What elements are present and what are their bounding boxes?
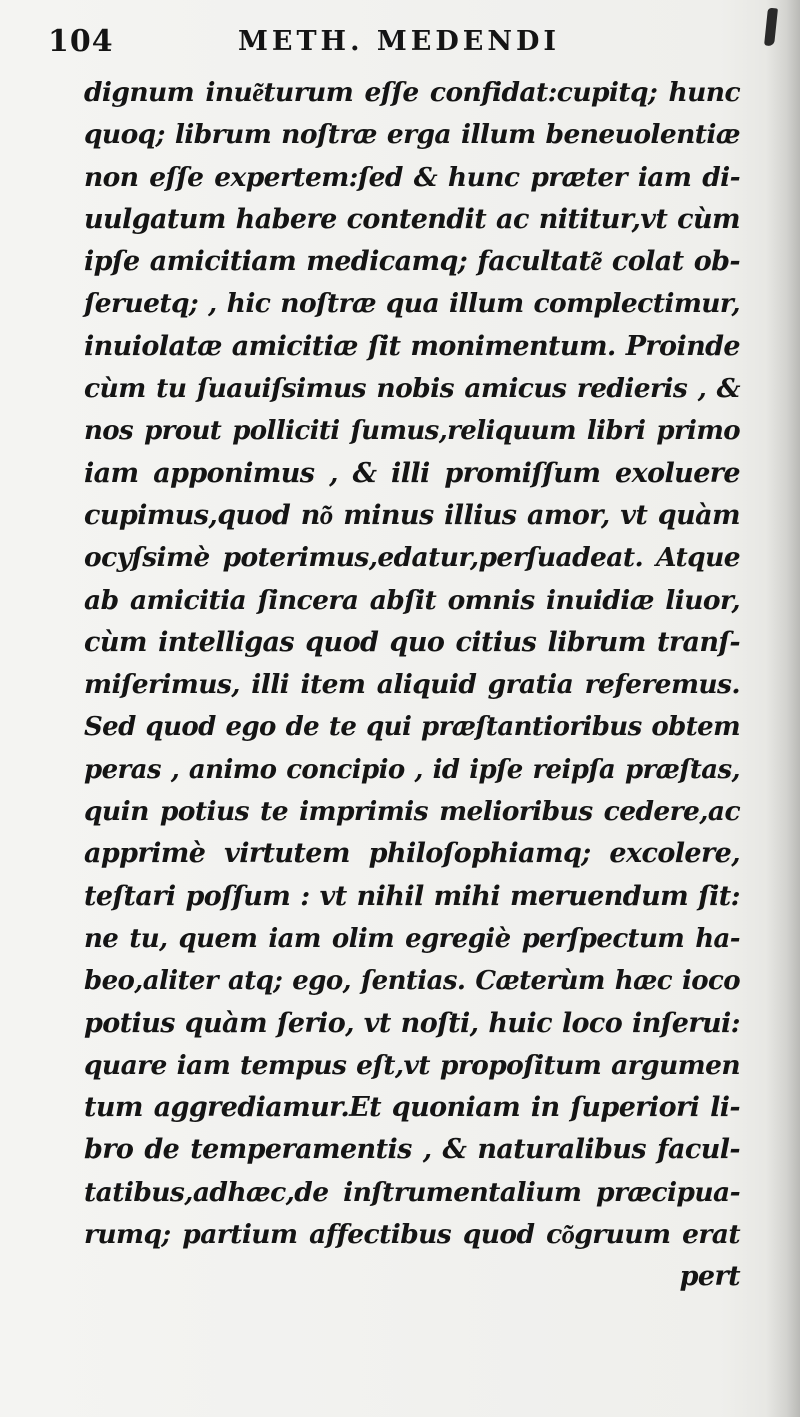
- text-line: teſtari poſſum : vt nihil mihi meruendum ſit:: [84, 880, 740, 912]
- page-edge-shadow: [766, 0, 800, 1417]
- text-line: iam apponimus , & illi promiſſum exoluere: [84, 457, 740, 489]
- text-line: tum aggrediamur.Et quoniam in ſuperiori li-: [84, 1092, 740, 1124]
- text-line: ipſe amicitiam medicamq; facultate͂ colat ob-: [84, 246, 740, 278]
- text-line: beo,aliter atq; ego, ſentias. Cæterùm hæc ioco: [84, 966, 740, 997]
- text-line: inuiolatæ amicitiæ ſit monimentum. Proinde: [84, 330, 740, 362]
- text-line: ocyſsimè poterimus,edatur,perſuadeat. Atque: [84, 542, 740, 574]
- text-line: ne tu, quem iam olim egregiè perſpectum ha-: [84, 923, 740, 954]
- page-number: 104: [48, 24, 114, 59]
- text-line: non eſſe expertem:ſed & hunc præter iam di-: [84, 161, 740, 193]
- text-line: ſeruetq; , hic noſtræ qua illum complectimur,: [84, 288, 740, 320]
- text-line: quin potius te imprimis melioribus cedere,ac: [84, 796, 740, 828]
- body-text: [84, 72, 740, 1299]
- text-line: Sed quod ego de te qui præſtantioribus obtem: [84, 712, 740, 743]
- running-title: METH. MEDENDI: [238, 26, 561, 57]
- text-line: miſerimus, illi item aliquid gratia referemus.: [84, 669, 740, 701]
- text-line: rumq; partium affectibus quod co͂gruum erat: [84, 1219, 740, 1251]
- text-line: peras , animo concipio , id ipſe reipſa præſtas,: [84, 754, 740, 785]
- text-line: apprimè virtutem philoſophiamq; excolere,: [84, 838, 740, 870]
- page-header: [48, 22, 738, 62]
- text-line: quare iam tempus eſt,vt propoſitum argumen: [84, 1049, 740, 1081]
- text-line: cùm tu ſuauiſsimus nobis amicus redieris , &: [84, 373, 740, 405]
- text-line: uulgatum habere contendit ac nititur,vt cùm: [84, 203, 740, 235]
- text-line: tatibus,adhæc,de inſtrumentalium præcipua-: [84, 1176, 740, 1208]
- catchword: pert: [679, 1261, 740, 1293]
- text-line: ab amicitia ſincera abſit omnis inuidiæ liuor,: [84, 584, 740, 616]
- text-line: cùm intelligas quod quo citius librum tranſ-: [84, 626, 740, 658]
- text-line: quoq; librum noſtræ erga illum beneuolentiæ: [84, 119, 740, 151]
- text-line: potius quàm ſerio, vt noſti, huic loco inſerui:: [84, 1007, 740, 1039]
- text-line: bro de temperamentis , & naturalibus facul-: [84, 1134, 740, 1166]
- text-line: nos prout polliciti ſumus,reliquum libri primo: [84, 416, 740, 447]
- text-line: cupimus,quod no͂ minus illius amor, vt quàm: [84, 499, 740, 531]
- text-line: dignum inue͂turum eſſe confidat:cupitq; hunc: [84, 77, 740, 108]
